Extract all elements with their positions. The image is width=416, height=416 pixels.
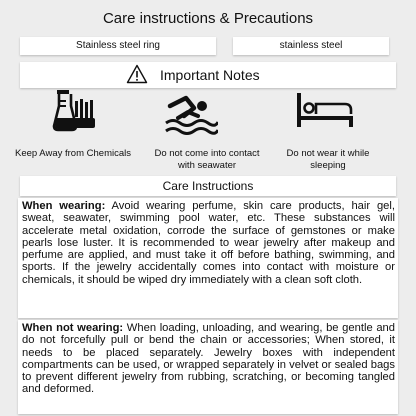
swimmer-icon [164,92,218,136]
note-caption-sleeping: Do not wear it while sleeping [286,148,370,171]
important-notes-header [20,62,396,88]
note-caption-seawater: Do not come into contact with seawater [154,148,260,171]
when-wearing-block [18,198,398,318]
product-tag-ring: Stainless steel ring [20,37,216,55]
page-title: Care instructions & Precautions [102,10,314,27]
note-caption-chemicals: Keep Away from Chemicals [15,148,131,159]
warning-icon [126,64,148,84]
when-not-wearing-text: When loading, unloading, and wearing, be gentle and do not forcefully pull or bend the chain or accessories; When stored, it needs to be placed separately. Jewelry boxes with independent compartments can be used, or wrapped separately in velvet or sealed bags to prevent different jewelry from rubbing, scratching, or becoming tangled and deformed. [22,322,395,396]
when-not-wearing-block [18,320,398,414]
important-notes-title: Important Notes [160,67,260,83]
care-instructions-header: Care Instructions [20,176,396,196]
when-wearing-text: Avoid wearing perfume, skin care products, hair gel, sweat, seawater, swimming pool water, etc. These substances will accelerate metal oxidation, corrode the surface of gemstones or make pearls lose luster. It is recommended to wear jewelry after makeup and perfume are applied, and must take it off before bathing, swimming, and sports. If the jewelry accidentally comes into contact with moisture or chemicals, it should be wiped dry immediately with a clean soft cloth. [22,200,395,286]
when-wearing-label: When wearing: [22,200,106,212]
chemical-flask-icon [52,88,96,132]
bed-icon [296,92,354,128]
when-not-wearing-label: When not wearing: [22,322,124,334]
material-tag: stainless steel [233,37,389,55]
